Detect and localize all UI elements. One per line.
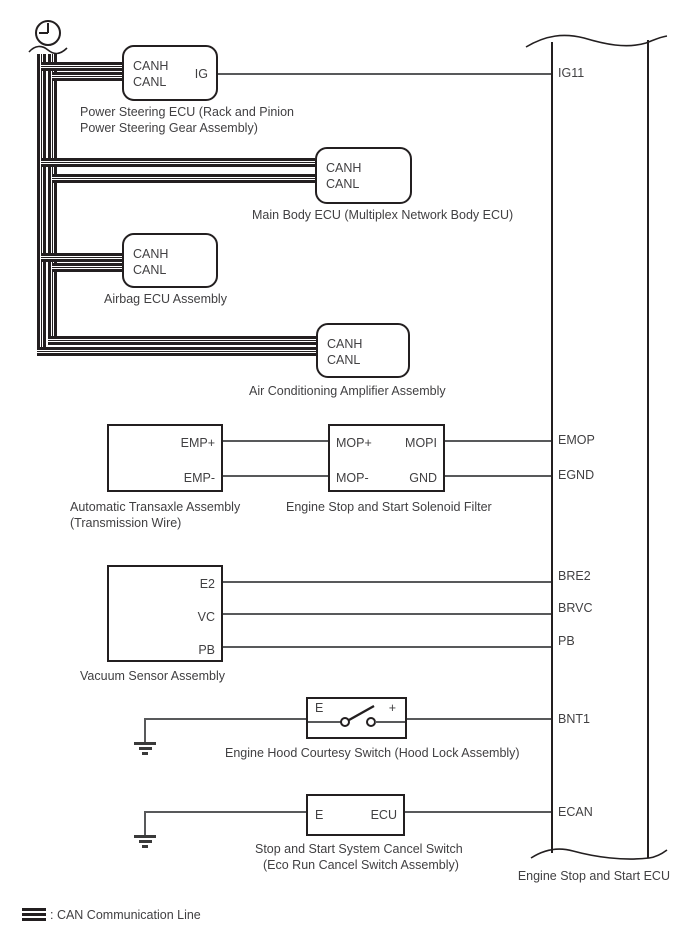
hood-switch-e-pin: E xyxy=(315,701,324,715)
can-branch-power-steering-canl xyxy=(52,72,122,81)
legend-label: : CAN Communication Line xyxy=(50,908,201,922)
ac-amplifier-canh-pin: CANH xyxy=(327,337,363,351)
filter-mop-plus-pin: MOP+ xyxy=(336,436,372,450)
power-steering-ecu-box xyxy=(122,45,218,101)
ecu-pin-bnt1: BNT1 xyxy=(558,712,590,726)
can-branch-airbag-canl xyxy=(52,263,122,272)
hood-switch-caption: Engine Hood Courtesy Switch (Hood Lock Assembly) xyxy=(225,746,520,760)
wire-ig-to-ig11 xyxy=(218,73,551,75)
main-body-canh-pin: CANH xyxy=(326,161,362,175)
power-steering-caption-line1: Power Steering ECU (Rack and Pinion xyxy=(80,105,294,119)
cancel-switch-ecu-pin: ECU xyxy=(370,808,397,822)
wire-hood-switch-to-bnt1 xyxy=(407,718,551,720)
ac-amplifier-caption: Air Conditioning Amplifier Assembly xyxy=(249,384,446,398)
ecu-torn-edge-top-icon xyxy=(520,28,672,54)
vacuum-sensor-caption: Vacuum Sensor Assembly xyxy=(80,669,225,683)
ecu-pin-brvc: BRVC xyxy=(558,601,593,615)
can-branch-ac-amplifier-canl xyxy=(37,347,316,356)
can-branch-ac-amplifier-canh xyxy=(48,336,316,345)
transaxle-box xyxy=(107,424,223,492)
wire-cancel-ground-drop xyxy=(144,811,146,835)
hood-switch-plus-pin: + xyxy=(388,701,396,715)
ecu-torn-edge-bottom-icon xyxy=(520,840,672,866)
main-body-ecu-box xyxy=(315,147,412,204)
can-branch-airbag-canh xyxy=(41,253,122,262)
ecu-bus-right-line xyxy=(647,40,649,858)
wire-hood-switch-to-ground xyxy=(145,718,306,720)
vacuum-vc-pin: VC xyxy=(197,610,215,624)
ground-icon xyxy=(134,742,156,755)
can-bus-torn-edge-icon xyxy=(27,42,69,58)
ac-amplifier-box xyxy=(316,323,410,378)
filter-gnd-pin: GND xyxy=(409,471,437,485)
airbag-canl-pin: CANL xyxy=(133,263,167,277)
can-branch-main-body-canh xyxy=(41,158,315,167)
filter-mop-minus-pin: MOP- xyxy=(336,471,369,485)
solenoid-filter-box xyxy=(328,424,445,492)
can-branch-power-steering-canh xyxy=(41,62,122,71)
wire-vc-to-brvc xyxy=(223,613,551,615)
power-steering-ig-pin: IG xyxy=(194,67,208,81)
airbag-caption: Airbag ECU Assembly xyxy=(104,292,227,306)
ecu-pin-pb: PB xyxy=(558,634,575,648)
can-line-icon xyxy=(22,908,46,921)
power-steering-caption-line2: Power Steering Gear Assembly) xyxy=(80,121,258,135)
vacuum-e2-pin: E2 xyxy=(199,577,215,591)
ecu-pin-bre2: BRE2 xyxy=(558,569,591,583)
power-steering-canl-pin: CANL xyxy=(133,75,167,89)
transaxle-emp-minus-pin: EMP- xyxy=(183,471,215,485)
cancel-switch-caption-line2: (Eco Run Cancel Switch Assembly) xyxy=(263,858,459,872)
can-bus-vertical-left xyxy=(37,54,46,356)
airbag-canh-pin: CANH xyxy=(133,247,169,261)
vacuum-sensor-box xyxy=(107,565,223,662)
ecu-bus-left-line xyxy=(551,42,553,853)
wire-emp-minus xyxy=(223,475,328,477)
switch-contact-icon xyxy=(308,699,405,737)
ecu-pin-ecan: ECAN xyxy=(558,805,593,819)
can-bus-vertical-right xyxy=(48,54,57,345)
wire-pb-to-pb xyxy=(223,646,551,648)
filter-mopi-pin: MOPI xyxy=(405,436,437,450)
vacuum-pb-pin: PB xyxy=(198,643,215,657)
solenoid-filter-caption: Engine Stop and Start Solenoid Filter xyxy=(286,500,492,514)
power-steering-canh-pin: CANH xyxy=(133,59,169,73)
can-branch-main-body-canl xyxy=(52,174,315,183)
ecu-pin-ig11: IG11 xyxy=(558,66,585,80)
airbag-ecu-box xyxy=(122,233,218,288)
wire-cancel-switch-to-ecan xyxy=(405,811,551,813)
cancel-switch-caption-line1: Stop and Start System Cancel Switch xyxy=(255,842,463,856)
ecu-pin-emop: EMOP xyxy=(558,433,595,447)
hood-switch-box xyxy=(306,697,407,739)
transaxle-caption-line2: (Transmission Wire) xyxy=(70,516,182,530)
cancel-switch-box xyxy=(306,794,405,836)
ecu-pin-egnd: EGND xyxy=(558,468,595,482)
wire-mopi-to-emop xyxy=(445,440,551,442)
wire-cancel-switch-to-ground xyxy=(145,811,306,813)
transaxle-caption-line1: Automatic Transaxle Assembly xyxy=(70,500,241,514)
main-body-caption: Main Body ECU (Multiplex Network Body ECU) xyxy=(252,208,514,222)
transaxle-emp-plus-pin: EMP+ xyxy=(180,436,215,450)
ground-icon xyxy=(134,835,156,848)
cancel-switch-e-pin: E xyxy=(315,808,324,822)
wire-emp-plus xyxy=(223,440,328,442)
wire-e2-to-bre2 xyxy=(223,581,551,583)
wire-hood-ground-drop xyxy=(144,718,146,742)
main-body-canl-pin: CANL xyxy=(326,177,360,191)
ac-amplifier-canl-pin: CANL xyxy=(327,353,361,367)
ecu-caption: Engine Stop and Start ECU xyxy=(517,869,670,883)
wire-gnd-to-egnd xyxy=(445,475,551,477)
